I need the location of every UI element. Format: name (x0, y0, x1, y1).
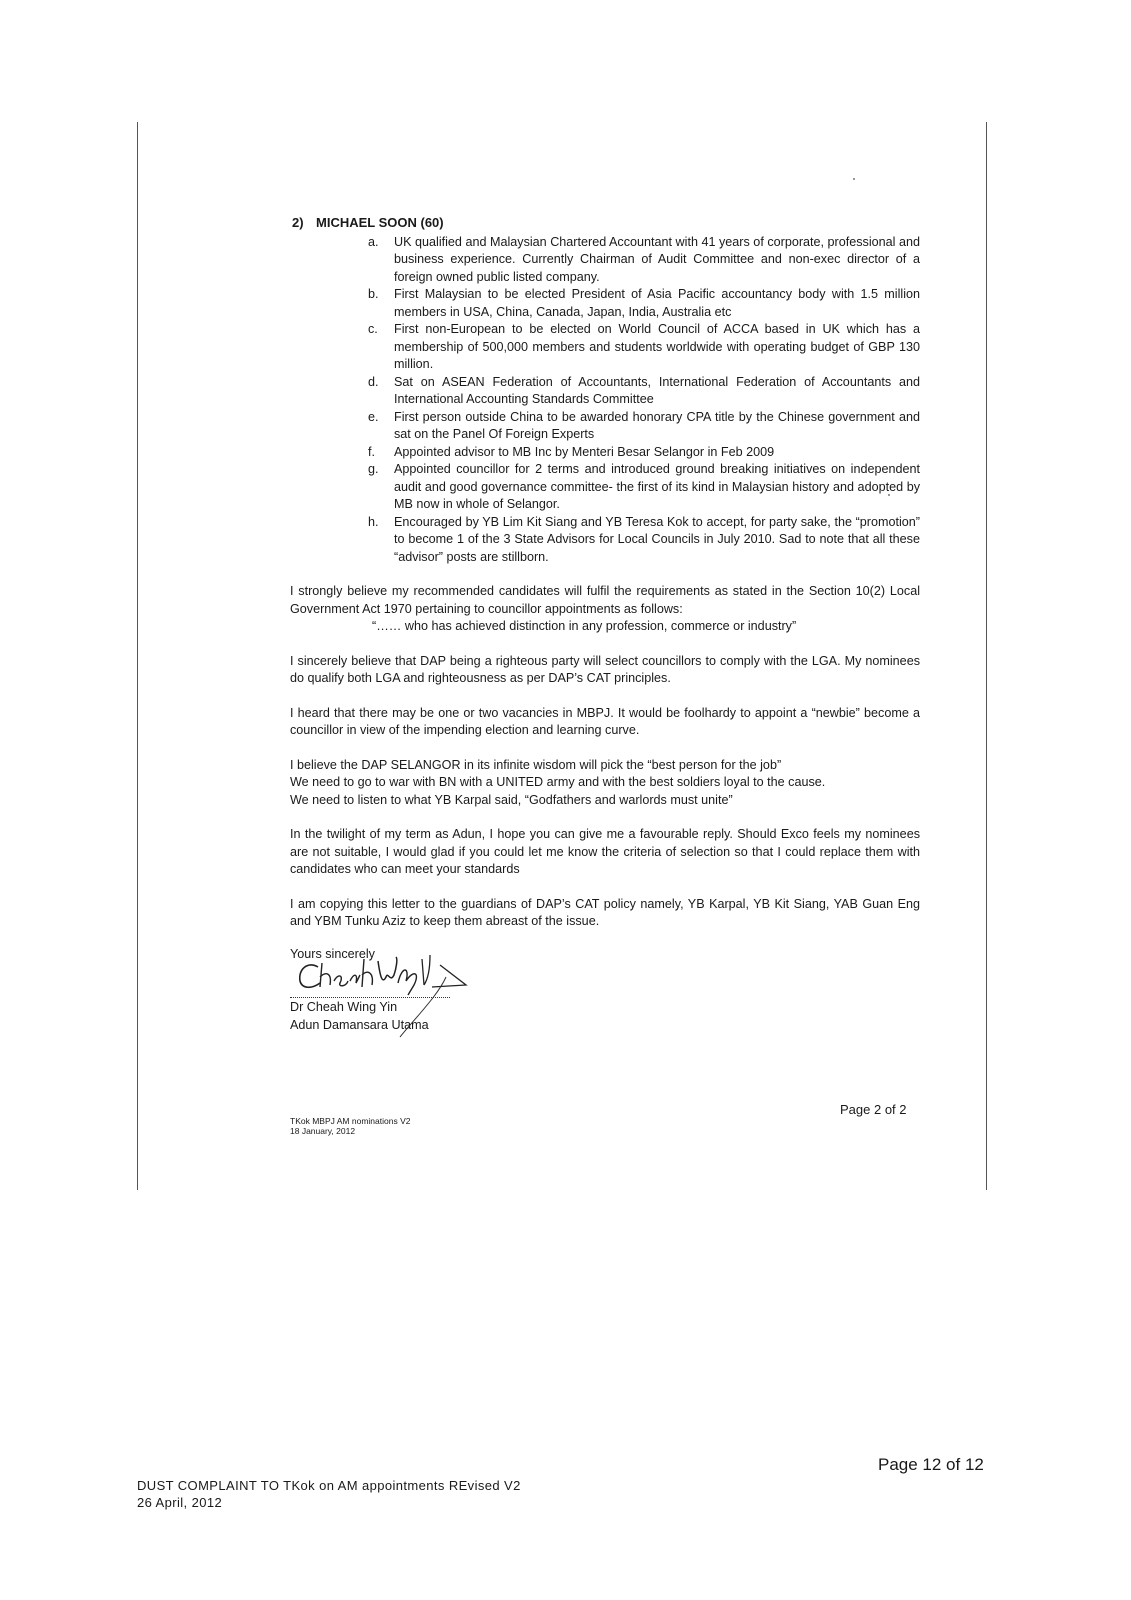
paragraph-wisdom-line3: We need to listen to what YB Karpal said, “Godfathers and warlords must unite” (290, 792, 733, 807)
list-item: e. First person outside China to be awarded honorary CPA title by the Chinese government and sat on the Panel Of Foreign Experts (368, 409, 920, 441)
outer-page-number: Page 12 of 12 (878, 1455, 984, 1474)
paragraph-copying: I am copying this letter to the guardians of DAP’s CAT policy namely, YB Karpal, YB Kit Siang, YAB Guan Eng and YBM Tunku Aziz to keep them abreast of the issue. (290, 896, 920, 928)
inner-footer (290, 1116, 410, 1136)
left-margin-line (137, 122, 138, 1190)
outer-footer (137, 1477, 521, 1511)
list-item: d. Sat on ASEAN Federation of Accountants, International Federation of Accountants and International Accounting Standards Committee (368, 374, 920, 406)
letter-body (290, 214, 920, 1034)
inner-date: 18 January, 2012 (290, 1126, 356, 1136)
paragraph-vacancies: I heard that there may be one or two vacancies in MBPJ. It would be foolhardy to appoint a “newbie” become a councillor in view of the impending election and learning curve. (290, 705, 920, 737)
section-title: MICHAEL SOON (60) (316, 215, 444, 230)
inner-doc-ref: TKok MBPJ AM nominations V2 (290, 1116, 411, 1126)
inner-page-number: Page 2 of 2 (840, 1102, 907, 1117)
closing-block (290, 945, 920, 1034)
lga-quote: “…… who has achieved distinction in any profession, commerce or industry” (372, 619, 797, 633)
paragraph-twilight: In the twilight of my term as Adun, I hope you can give me a favourable reply. Should Exco feels my nominees are not suitable, I would glad if you could let me know the criteria of selection so that I could replace them with candidates who can meet your standards (290, 827, 920, 876)
signature (290, 963, 450, 998)
qualifications-list (290, 234, 920, 567)
section-heading (292, 214, 920, 232)
signatory-title: Adun Damansara Utama (290, 1017, 429, 1032)
list-item: c. First non-European to be elected on World Council of ACCA based in UK which has a membership of 500,000 members and students worldwide with operating budget of GBP 130 million. (368, 322, 920, 371)
paragraph-lga: I strongly believe my recommended candidates will fulfil the requirements as stated in the Section 10(2) Local Government Act 1970 pertaining to councillor appointments as follows: (290, 584, 920, 616)
paragraph-righteous: I sincerely believe that DAP being a righteous party will select councillors to comply with the LGA. My nominees do qualify both LGA and righteousness as per DAP’s CAT principles. (290, 653, 920, 685)
list-item: a. UK qualified and Malaysian Chartered Accountant with 41 years of corporate, professional and business experience. Currently Chairman of Audit Committee and non-exec director of a foreign owned public listed company. (368, 234, 920, 284)
paragraph-wisdom-line1: I believe the DAP SELANGOR in its infinite wisdom will pick the “best person for the job” (290, 757, 782, 772)
right-margin-line (986, 122, 987, 1190)
list-item: g. Appointed councillor for 2 terms and introduced ground breaking initiatives on independent audit and good governance committee- the first of its kind in Malaysian history and adopted by MB now in whole of Selangor. (368, 462, 920, 511)
outer-doc-ref: DUST COMPLAINT TO TKok on AM appointments REvised V2 (137, 1478, 521, 1493)
salutation: Yours sincerely (290, 946, 375, 961)
list-item: h. Encouraged by YB Lim Kit Siang and YB Teresa Kok to accept, for party sake, the “promotion” to become 1 of the 3 State Advisors for Local Councils in July 2010. Sad to note that all these “advisor” posts are stillborn. (368, 514, 920, 564)
signatory-name: Dr Cheah Wing Yin (290, 999, 398, 1014)
scan-speck (853, 178, 855, 180)
outer-date: 26 April, 2012 (137, 1495, 223, 1510)
paragraph-wisdom-line2: We need to go to war with BN with a UNITED army and with the best soldiers loyal to the cause. (290, 775, 826, 789)
list-item: b. First Malaysian to be elected President of Asia Pacific accountancy body with 1.5 million members in USA, China, Canada, Japan, India, Australia etc (368, 287, 920, 319)
list-item: f. Appointed advisor to MB Inc by Menteri Besar Selangor in Feb 2009 (368, 444, 775, 459)
section-number: 2) (292, 215, 304, 230)
signature-mark (290, 955, 480, 1045)
